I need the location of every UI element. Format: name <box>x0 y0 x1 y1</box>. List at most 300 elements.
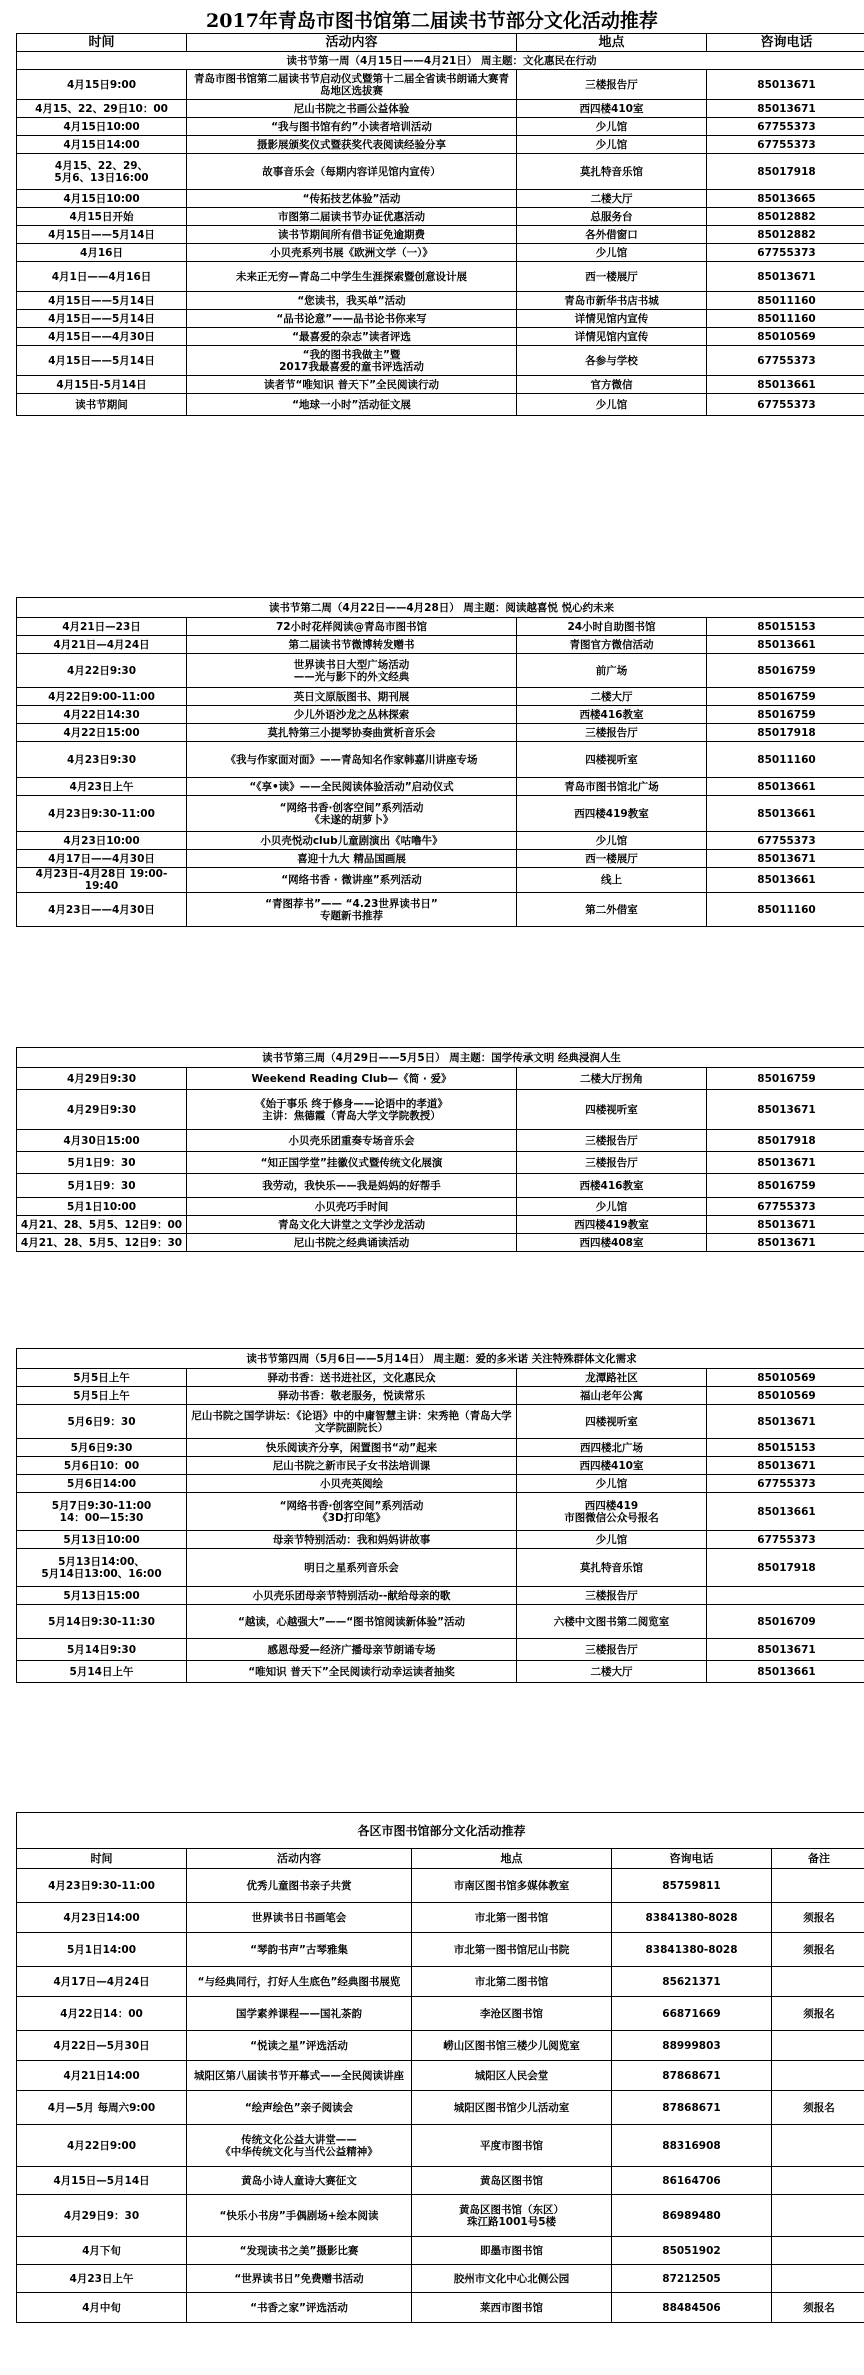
event-note: 须报名 <box>772 2091 864 2125</box>
week-heading: 读书节第二周（4月22日——4月28日） 周主题：阅读越喜悦 悦心约未来 <box>17 598 864 618</box>
event-time: 4月15日-5月14日 <box>17 376 187 394</box>
table-row <box>17 1439 864 1457</box>
event-place: 四楼视听室 <box>517 742 707 778</box>
event-place: 六楼中文图书第二阅览室 <box>517 1605 707 1639</box>
table-row <box>17 70 864 100</box>
event-phone: 85013661 <box>707 1661 864 1683</box>
table-row <box>17 208 864 226</box>
event-time: 4月1日——4月16日 <box>17 262 187 292</box>
event-phone: 85051902 <box>612 2237 772 2265</box>
event-activity: 世界读书日大型广场活动 ——光与影下的外文经典 <box>187 654 517 688</box>
district-header-place: 地点 <box>412 1849 612 1869</box>
event-activity: 母亲节特别活动：我和妈妈讲故事 <box>187 1531 517 1549</box>
table-row <box>17 2125 864 2167</box>
event-place: 西一楼展厅 <box>517 262 707 292</box>
event-place: 三楼报告厅 <box>517 70 707 100</box>
event-place: 市北第一图书馆尼山书院 <box>412 1933 612 1967</box>
week-heading: 读书节第四周（5月6日——5月14日） 周主题：爱的多米诺 关注特殊群体文化需求 <box>17 1349 864 1369</box>
event-activity: “您读书，我买单”活动 <box>187 292 517 310</box>
event-place: 少儿馆 <box>517 118 707 136</box>
table-row <box>17 226 864 244</box>
week-heading-row <box>17 1349 864 1369</box>
event-phone: 85013661 <box>707 778 864 796</box>
event-place: 黄岛区图书馆 <box>412 2167 612 2195</box>
event-activity: 我劳动，我快乐——我是妈妈的好帮手 <box>187 1174 517 1198</box>
event-activity: “书香之家”评选活动 <box>187 2293 412 2323</box>
event-place: 三楼报告厅 <box>517 1152 707 1174</box>
event-activity: 小贝壳巧手时间 <box>187 1198 517 1216</box>
table-row <box>17 1234 864 1252</box>
table-row <box>17 1967 864 1997</box>
event-activity: 尼山书院之新市民子女书法培训课 <box>187 1457 517 1475</box>
event-time: 4月23日9:30 <box>17 742 187 778</box>
table-row <box>17 1130 864 1152</box>
event-place: 市北第一图书馆 <box>412 1903 612 1933</box>
event-phone: 67755373 <box>707 1475 864 1493</box>
event-place: 平度市图书馆 <box>412 2125 612 2167</box>
event-activity: 城阳区第八届读书节开幕式——全民阅读讲座 <box>187 2061 412 2091</box>
event-activity: “传拓技艺体验”活动 <box>187 190 517 208</box>
event-activity: 小贝壳英阅绘 <box>187 1475 517 1493</box>
event-time: 4月17日——4月30日 <box>17 850 187 868</box>
event-phone: 85013671 <box>707 1090 864 1130</box>
event-activity: 传统文化公益大讲堂—— 《中华传统文化与当代公益精神》 <box>187 2125 412 2167</box>
event-phone: 85013671 <box>707 1216 864 1234</box>
event-activity: “我与图书馆有约”小读者培训活动 <box>187 118 517 136</box>
event-time: 4月中旬 <box>17 2293 187 2323</box>
event-activity: “最喜爱的杂志”读者评选 <box>187 328 517 346</box>
event-activity: “发现读书之美”摄影比赛 <box>187 2237 412 2265</box>
event-phone: 85012882 <box>707 226 864 244</box>
event-activity: “我的图书我做主”暨 2017我最喜爱的童书评选活动 <box>187 346 517 376</box>
table-row <box>17 1531 864 1549</box>
table-row <box>17 2031 864 2061</box>
event-time: 4月15日9:00 <box>17 70 187 100</box>
column-header-phone: 咨询电话 <box>707 34 864 52</box>
event-time: 4月22日14:30 <box>17 706 187 724</box>
table-row <box>17 1068 864 1090</box>
event-place: 西四楼419教室 <box>517 1216 707 1234</box>
event-place: 福山老年公寓 <box>517 1387 707 1405</box>
event-note: 须报名 <box>772 1997 864 2031</box>
event-place: 详情见馆内宣传 <box>517 328 707 346</box>
table-row <box>17 394 864 416</box>
table-row <box>17 100 864 118</box>
event-phone: 85013671 <box>707 100 864 118</box>
event-time: 4月22日9:00-11:00 <box>17 688 187 706</box>
table-row <box>17 1387 864 1405</box>
event-activity: 读者节“唯知识 普天下”全民阅读行动 <box>187 376 517 394</box>
table-row <box>17 292 864 310</box>
event-activity: “悦读之星”评选活动 <box>187 2031 412 2061</box>
district-header-row <box>17 1849 864 1869</box>
event-phone: 85010569 <box>707 328 864 346</box>
table-row <box>17 136 864 154</box>
event-note <box>772 1967 864 1997</box>
event-place: 城阳区图书馆少儿活动室 <box>412 2091 612 2125</box>
event-phone: 85016759 <box>707 706 864 724</box>
event-place: 二楼大厅拐角 <box>517 1068 707 1090</box>
event-activity: “越读，心越强大”——“图书馆阅读新体验”活动 <box>187 1605 517 1639</box>
event-place: 青图官方微信活动 <box>517 636 707 654</box>
event-phone: 85011160 <box>707 310 864 328</box>
table-row <box>17 2237 864 2265</box>
table-row <box>17 796 864 832</box>
event-phone: 88999803 <box>612 2031 772 2061</box>
week-table-3 <box>16 1047 864 1252</box>
event-time: 4月21、28、5月5、12日9：00 <box>17 1216 187 1234</box>
table-row <box>17 893 864 927</box>
event-place: 莫扎特音乐馆 <box>517 1549 707 1587</box>
week-table-1 <box>16 33 864 416</box>
event-time: 4月23日14:00 <box>17 1903 187 1933</box>
event-place: 城阳区人民会堂 <box>412 2061 612 2091</box>
table-row <box>17 2061 864 2091</box>
event-activity: 驿动书香：敬老服务，悦读常乐 <box>187 1387 517 1405</box>
event-phone: 85621371 <box>612 1967 772 1997</box>
table-row <box>17 262 864 292</box>
event-place: 各外借窗口 <box>517 226 707 244</box>
event-place: 胶州市文化中心北侧公园 <box>412 2265 612 2293</box>
event-phone: 67755373 <box>707 394 864 416</box>
event-activity: “网络书香·创客空间”系列活动 《3D打印笔》 <box>187 1493 517 1531</box>
column-header-time: 时间 <box>17 34 187 52</box>
week-heading-row <box>17 1048 864 1068</box>
page-title: 2017年青岛市图书馆第二届读书节部分文化活动推荐 <box>206 10 658 32</box>
event-time: 4月22日15:00 <box>17 724 187 742</box>
event-phone: 85017918 <box>707 154 864 190</box>
event-place: 少儿馆 <box>517 136 707 154</box>
event-phone: 85013671 <box>707 262 864 292</box>
event-activity: “品书论意”——品书论书你来写 <box>187 310 517 328</box>
event-note <box>772 2195 864 2237</box>
event-time: 5月7日9:30-11:00 14：00—15:30 <box>17 1493 187 1531</box>
event-place: 龙潭路社区 <box>517 1369 707 1387</box>
event-phone: 85015153 <box>707 1439 864 1457</box>
event-place: 西一楼展厅 <box>517 850 707 868</box>
event-place: 黄岛区图书馆（东区） 珠江路1001号5楼 <box>412 2195 612 2237</box>
event-phone: 85013665 <box>707 190 864 208</box>
event-place: 市南区图书馆多媒体教室 <box>412 1869 612 1903</box>
event-phone: 85013671 <box>707 1405 864 1439</box>
event-activity: “快乐小书房”手偶剧场+绘本阅读 <box>187 2195 412 2237</box>
event-activity: 喜迎十九大 精品国画展 <box>187 850 517 868</box>
table-row <box>17 742 864 778</box>
event-time: 读书节期间 <box>17 394 187 416</box>
event-place: 少儿馆 <box>517 832 707 850</box>
table-row <box>17 1475 864 1493</box>
event-time: 4月23日上午 <box>17 2265 187 2293</box>
event-place: 三楼报告厅 <box>517 1587 707 1605</box>
event-activity: 第二届读书节微博转发赠书 <box>187 636 517 654</box>
district-header-time: 时间 <box>17 1849 187 1869</box>
table-row <box>17 2195 864 2237</box>
event-phone: 85013661 <box>707 1493 864 1531</box>
table-row <box>17 1933 864 1967</box>
event-activity: “唯知识 普天下”全民阅读行动幸运读者抽奖 <box>187 1661 517 1683</box>
district-header-phone: 咨询电话 <box>612 1849 772 1869</box>
event-activity: “知正国学堂”挂徽仪式暨传统文化展演 <box>187 1152 517 1174</box>
event-time: 4月23日-4月28日 19:00-19:40 <box>17 868 187 893</box>
table-row <box>17 1216 864 1234</box>
table-row <box>17 118 864 136</box>
event-place: 即墨市图书馆 <box>412 2237 612 2265</box>
event-activity: “与经典同行，打好人生底色”经典图书展览 <box>187 1967 412 1997</box>
event-time: 4月17日—4月24日 <box>17 1967 187 1997</box>
table-row <box>17 1405 864 1439</box>
event-time: 5月14日上午 <box>17 1661 187 1683</box>
table-row <box>17 1997 864 2031</box>
table-row <box>17 1605 864 1639</box>
event-place: 第二外借室 <box>517 893 707 927</box>
event-time: 5月5日上午 <box>17 1387 187 1405</box>
event-time: 4月23日9:30-11:00 <box>17 796 187 832</box>
event-phone: 87868671 <box>612 2091 772 2125</box>
event-place: 二楼大厅 <box>517 688 707 706</box>
event-phone: 85013661 <box>707 376 864 394</box>
event-phone: 67755373 <box>707 1531 864 1549</box>
district-table <box>16 1812 864 2323</box>
event-activity: 莫扎特第三小提琴协奏曲赏析音乐会 <box>187 724 517 742</box>
event-place: 青岛市图书馆北广场 <box>517 778 707 796</box>
table-row <box>17 1090 864 1130</box>
table-row <box>17 154 864 190</box>
event-time: 5月14日9:30-11:30 <box>17 1605 187 1639</box>
event-time: 4月29日9:30 <box>17 1090 187 1130</box>
event-note <box>772 1869 864 1903</box>
table-row <box>17 618 864 636</box>
event-phone: 85010569 <box>707 1387 864 1405</box>
event-time: 5月1日9：30 <box>17 1152 187 1174</box>
table-row <box>17 724 864 742</box>
table-row <box>17 688 864 706</box>
event-place: 官方微信 <box>517 376 707 394</box>
event-time: 5月13日10:00 <box>17 1531 187 1549</box>
table-row <box>17 328 864 346</box>
table-row <box>17 1457 864 1475</box>
table-row <box>17 346 864 376</box>
table-row <box>17 654 864 688</box>
event-activity: 72小时花样阅读@青岛市图书馆 <box>187 618 517 636</box>
event-activity: 优秀儿童图书亲子共赏 <box>187 1869 412 1903</box>
event-place: 西四楼419教室 <box>517 796 707 832</box>
event-phone: 85015153 <box>707 618 864 636</box>
table-row <box>17 310 864 328</box>
event-activity: 青岛市图书馆第二届读书节启动仪式暨第十二届全省读书朗诵大赛青岛地区选拔赛 <box>187 70 517 100</box>
event-time: 5月6日9:30 <box>17 1439 187 1457</box>
event-phone: 67755373 <box>707 118 864 136</box>
event-place: 市北第二图书馆 <box>412 1967 612 1997</box>
event-activity: “地球一小时”活动征文展 <box>187 394 517 416</box>
event-time: 4月—5月 每周六9:00 <box>17 2091 187 2125</box>
table-row <box>17 244 864 262</box>
event-note <box>772 2237 864 2265</box>
event-time: 5月1日9：30 <box>17 1174 187 1198</box>
event-phone: 67755373 <box>707 244 864 262</box>
column-header-row <box>17 34 864 52</box>
event-phone: 85010569 <box>707 1369 864 1387</box>
event-time: 4月29日9:30 <box>17 1068 187 1090</box>
column-header-activity: 活动内容 <box>187 34 517 52</box>
table-row <box>17 1903 864 1933</box>
event-time: 4月15、22、29、 5月6、13日16:00 <box>17 154 187 190</box>
event-activity: 《始于事乐 终于修身——论语中的孝道》 主讲：焦德霞（青岛大学文学院教授） <box>187 1090 517 1130</box>
event-phone: 67755373 <box>707 1198 864 1216</box>
event-place: 四楼视听室 <box>517 1090 707 1130</box>
event-place: 三楼报告厅 <box>517 724 707 742</box>
event-activity: 小贝壳乐团母亲节特别活动--献给母亲的歌 <box>187 1587 517 1605</box>
event-time: 4月23日10:00 <box>17 832 187 850</box>
event-activity: 英日文原版图书、期刊展 <box>187 688 517 706</box>
event-phone: 85017918 <box>707 1549 864 1587</box>
event-time: 4月15日10:00 <box>17 118 187 136</box>
event-phone: 85013671 <box>707 1639 864 1661</box>
district-header-activity: 活动内容 <box>187 1849 412 1869</box>
table-row <box>17 1493 864 1531</box>
event-place: 二楼大厅 <box>517 1661 707 1683</box>
week-heading: 读书节第三周（4月29日——5月5日） 周主题：国学传承文明 经典浸润人生 <box>17 1048 864 1068</box>
event-time: 4月15日开始 <box>17 208 187 226</box>
event-activity: 感恩母爱—经济广播母亲节朗诵专场 <box>187 1639 517 1661</box>
event-place: 青岛市新华书店书城 <box>517 292 707 310</box>
table-row <box>17 2167 864 2195</box>
event-activity: “《享•读》——全民阅读体验活动”启动仪式 <box>187 778 517 796</box>
table-row <box>17 1549 864 1587</box>
event-phone: 85013671 <box>707 70 864 100</box>
event-place: 莱西市图书馆 <box>412 2293 612 2323</box>
event-phone: 67755373 <box>707 346 864 376</box>
table-row <box>17 1198 864 1216</box>
event-activity: 未来正无穷—青岛二中学生生涯探索暨创意设计展 <box>187 262 517 292</box>
table-row <box>17 1152 864 1174</box>
event-phone: 85017918 <box>707 1130 864 1152</box>
event-place: 总服务台 <box>517 208 707 226</box>
event-activity: “绘声绘色”亲子阅读会 <box>187 2091 412 2125</box>
table-row <box>17 190 864 208</box>
event-activity: “琴韵书声”古琴雅集 <box>187 1933 412 1967</box>
event-phone: 83841380-8028 <box>612 1933 772 1967</box>
event-place: 西四楼410室 <box>517 100 707 118</box>
event-time: 4月23日9:30-11:00 <box>17 1869 187 1903</box>
event-time: 4月15日14:00 <box>17 136 187 154</box>
table-row <box>17 706 864 724</box>
event-activity: “网络书香 · 微讲座”系列活动 <box>187 868 517 893</box>
table-row <box>17 850 864 868</box>
event-time: 4月15日——5月14日 <box>17 292 187 310</box>
event-activity: 少儿外语沙龙之丛林探索 <box>187 706 517 724</box>
event-place: 三楼报告厅 <box>517 1639 707 1661</box>
event-time: 4月15日——5月14日 <box>17 226 187 244</box>
event-time: 4月15日10:00 <box>17 190 187 208</box>
table-row <box>17 1869 864 1903</box>
district-title-row <box>17 1813 864 1849</box>
week-heading-row <box>17 52 864 70</box>
event-phone: 85013671 <box>707 1457 864 1475</box>
event-phone: 85759811 <box>612 1869 772 1903</box>
event-place: 三楼报告厅 <box>517 1130 707 1152</box>
event-phone: 85016759 <box>707 1174 864 1198</box>
event-phone: 86164706 <box>612 2167 772 2195</box>
event-place: 少儿馆 <box>517 1198 707 1216</box>
week-table-4 <box>16 1348 864 1683</box>
event-place: 西四楼410室 <box>517 1457 707 1475</box>
event-activity: 市图第二届读书节办证优惠活动 <box>187 208 517 226</box>
event-phone: 67755373 <box>707 832 864 850</box>
event-activity: “网络书香·创客空间”系列活动 《未遂的胡萝卜》 <box>187 796 517 832</box>
table-row <box>17 636 864 654</box>
event-phone: 88484506 <box>612 2293 772 2323</box>
event-activity: 快乐阅读齐分享，闲置图书“动”起来 <box>187 1439 517 1457</box>
event-time: 5月1日10:00 <box>17 1198 187 1216</box>
event-note <box>772 2167 864 2195</box>
event-place: 西四楼419 市图微信公众号报名 <box>517 1493 707 1531</box>
event-time: 4月15日——5月14日 <box>17 310 187 328</box>
event-time: 4月23日上午 <box>17 778 187 796</box>
table-row <box>17 1639 864 1661</box>
event-phone: 86989480 <box>612 2195 772 2237</box>
event-time: 4月21、28、5月5、12日9：30 <box>17 1234 187 1252</box>
event-place: 详情见馆内宣传 <box>517 310 707 328</box>
event-activity: “世界读书日”免费赠书活动 <box>187 2265 412 2293</box>
event-note <box>772 2265 864 2293</box>
event-place: 前广场 <box>517 654 707 688</box>
event-activity: 世界读书日书画笔会 <box>187 1903 412 1933</box>
district-title: 各区市图书馆部分文化活动推荐 <box>17 1813 864 1849</box>
event-activity: 小贝壳悦动club儿童剧演出《咕噜牛》 <box>187 832 517 850</box>
event-time: 5月6日14:00 <box>17 1475 187 1493</box>
event-phone: 85013661 <box>707 636 864 654</box>
event-time: 4月23日——4月30日 <box>17 893 187 927</box>
event-place: 西楼416教室 <box>517 1174 707 1198</box>
event-phone: 87212505 <box>612 2265 772 2293</box>
event-phone: 85013671 <box>707 1152 864 1174</box>
event-phone: 85012882 <box>707 208 864 226</box>
event-phone: 85011160 <box>707 893 864 927</box>
table-row <box>17 2091 864 2125</box>
event-activity: 驿动书香：送书进社区，文化惠民众 <box>187 1369 517 1387</box>
event-place: 西楼416教室 <box>517 706 707 724</box>
event-time: 5月6日9：30 <box>17 1405 187 1439</box>
event-phone: 85017918 <box>707 724 864 742</box>
event-phone: 85016759 <box>707 688 864 706</box>
event-time: 4月22日9:30 <box>17 654 187 688</box>
week-heading-row <box>17 598 864 618</box>
event-time: 4月15日—5月14日 <box>17 2167 187 2195</box>
event-place: 西四楼北广场 <box>517 1439 707 1457</box>
table-row <box>17 778 864 796</box>
event-activity: 尼山书院之国学讲坛：《论语》中的中庸智慧主讲：宋秀艳（青岛大学文学院副院长） <box>187 1405 517 1439</box>
event-phone: 85016759 <box>707 1068 864 1090</box>
event-note: 须报名 <box>772 1933 864 1967</box>
event-activity: Weekend Reading Club—《简 · 爱》 <box>187 1068 517 1090</box>
event-time: 5月6日10：00 <box>17 1457 187 1475</box>
event-time: 4月15日——4月30日 <box>17 328 187 346</box>
event-note: 须报名 <box>772 1903 864 1933</box>
event-activity: 明日之星系列音乐会 <box>187 1549 517 1587</box>
event-place: 四楼视听室 <box>517 1405 707 1439</box>
event-time: 4月22日—5月30日 <box>17 2031 187 2061</box>
event-phone: 85013661 <box>707 796 864 832</box>
event-activity: 故事音乐会（每期内容详见馆内宣传） <box>187 154 517 190</box>
event-note <box>772 2031 864 2061</box>
event-time: 4月21日—23日 <box>17 618 187 636</box>
district-header-note: 备注 <box>772 1849 864 1869</box>
table-row <box>17 1661 864 1683</box>
table-row <box>17 2265 864 2293</box>
event-place: 莫扎特音乐馆 <box>517 154 707 190</box>
event-phone: 66871669 <box>612 1997 772 2031</box>
event-activity: 青岛文化大讲堂之文学沙龙活动 <box>187 1216 517 1234</box>
